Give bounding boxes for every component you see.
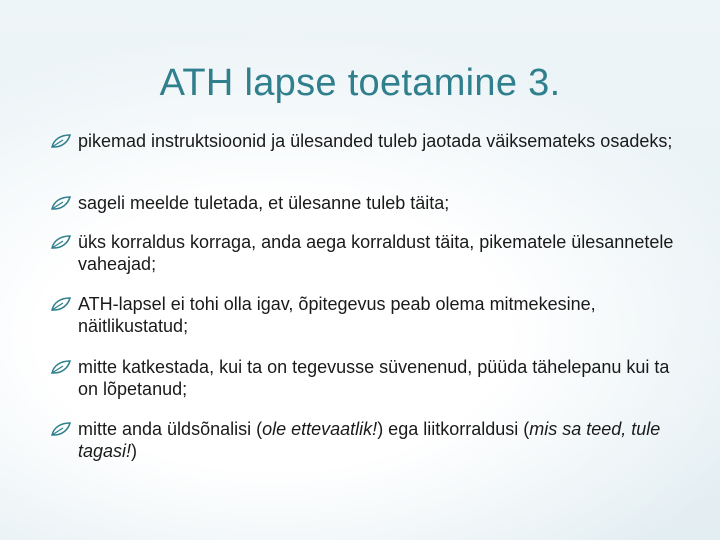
leaf-bullet-icon [50,359,72,375]
list-item [48,293,688,337]
leaf-bullet-icon [50,421,72,437]
leaf-bullet-icon [50,133,72,149]
bullet-text [78,419,660,461]
list-item [48,192,688,214]
bullet-text-italic: ole ettevaatlik! [262,419,378,439]
leaf-bullet-icon [50,296,72,312]
bullet-text-part: ) [131,441,138,461]
bullet-text: mitte katkestada, kui ta on tegevusse süvenenud, püüda tähelepanu kui ta on lõpetanud; [78,357,670,399]
list-item [48,418,688,462]
bullet-text-part: ) ega liitkorraldusi ( [377,419,530,439]
leaf-bullet-icon [50,195,72,211]
list-item [48,356,688,400]
slide-title: ATH lapse toetamine 3. [159,62,561,104]
leaf-bullet-icon [50,234,72,250]
bullet-text: ATH-lapsel ei tohi olla igav, õpitegevus peab olema mitmekesine, näitlikustatud; [78,294,596,336]
bullet-text: pikemad instruktsioonid ja ülesanded tuleb jaotada väiksemateks osadeks; [78,131,673,151]
list-item [48,130,688,152]
bullet-text-part: mitte anda üldsõnalisi ( [78,419,263,439]
list-item [48,231,688,275]
bullet-text: sageli meelde tuletada, et ülesanne tuleb täita; [78,193,450,213]
bullet-text: üks korraldus korraga, anda aega korraldust täita, pikematele ülesannetele vaheajad; [78,232,674,274]
bullet-text-italic: mis sa teed, tule tagasi! [78,419,661,461]
